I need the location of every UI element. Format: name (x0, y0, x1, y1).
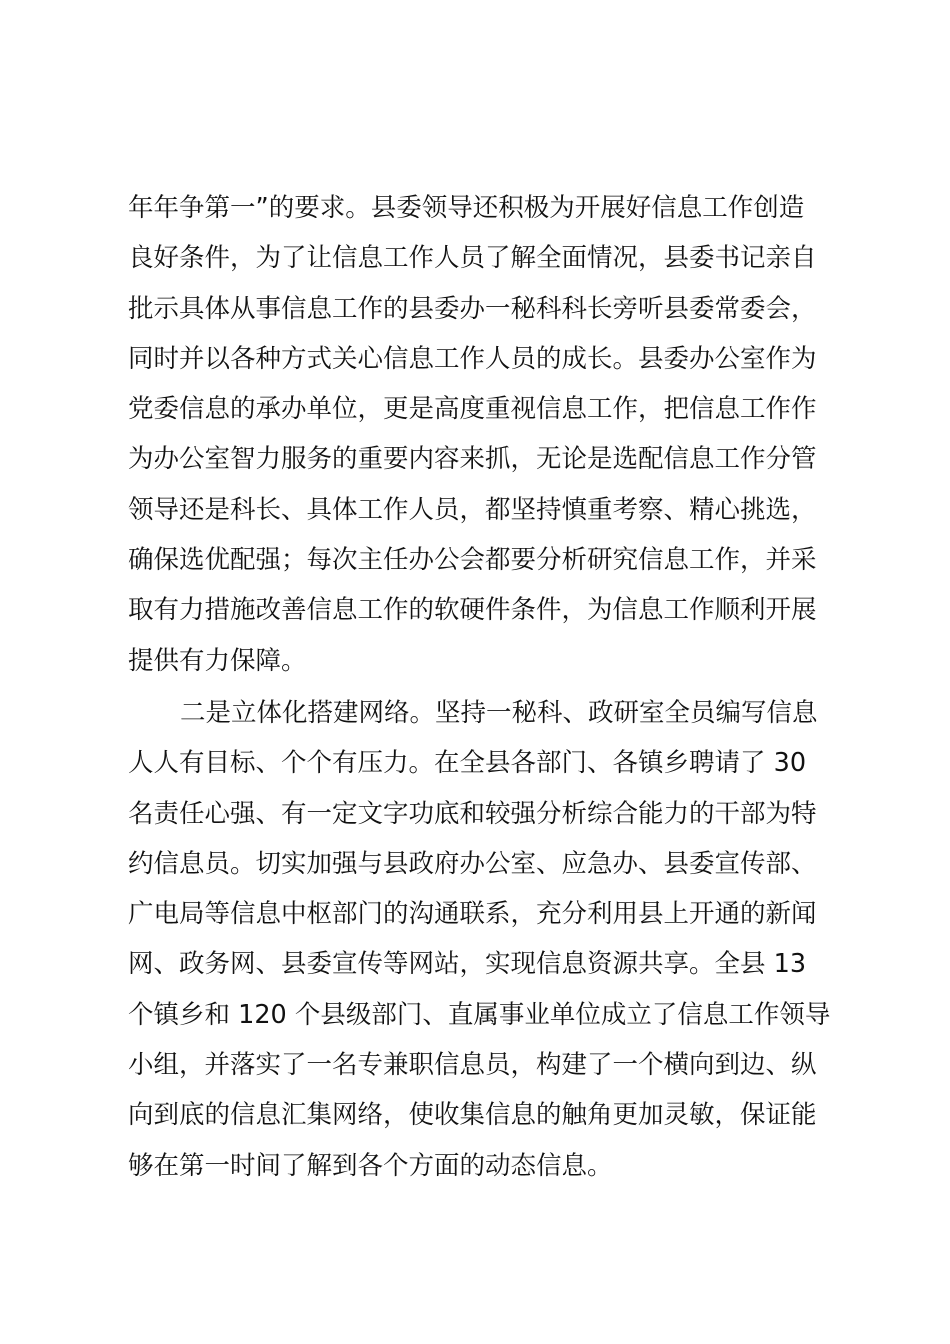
paragraph-2 (128, 688, 838, 1191)
text-line: 约信息员。切实加强与县政府办公室、应急办、县委宣传部、 (128, 848, 817, 879)
text-line: 为办公室智力服务的重要内容来抓，无论是选配信息工作分管 (128, 444, 817, 475)
text-line: 够在第一时间了解到各个方面的动态信息。 (128, 1150, 613, 1181)
text-line: 同时并以各种方式关心信息工作人员的成长。县委办公室作为 (128, 343, 817, 374)
text-line: 小组，并落实了一名专兼职信息员，构建了一个横向到边、纵 (128, 1050, 817, 1081)
text-line: 名责任心强、有一定文字功底和较强分析综合能力的干部为特 (128, 798, 817, 829)
text-line: 年年争第一”的要求。县委领导还积极为开展好信息工作创造 (128, 193, 805, 223)
paragraph-1 (128, 183, 838, 686)
text-line: 取有力措施改善信息工作的软硬件条件，为信息工作顺利开展 (128, 595, 817, 626)
text-line: 向到底的信息汇集网络，使收集信息的触角更加灵敏，保证能 (128, 1100, 817, 1131)
text-line: 人人有目标、个个有压力。在全县各部门、各镇乡聘请了 30 (128, 748, 807, 779)
document-body (128, 183, 838, 1191)
text-line: 领导还是科长、具体工作人员，都坚持慎重考察、精心挑选， (128, 494, 817, 525)
text-line: 党委信息的承办单位，更是高度重视信息工作，把信息工作作 (128, 394, 817, 425)
text-line: 网、政务网、县委宣传等网站，实现信息资源共享。全县 13 (128, 949, 807, 980)
text-line: 良好条件，为了让信息工作人员了解全面情况，县委书记亲自 (128, 243, 817, 274)
text-line: 个镇乡和 120 个县级部门、直属事业单位成立了信息工作领导 (128, 999, 831, 1030)
text-line: 提供有力保障。 (128, 645, 307, 676)
text-line-first: 二是立体化搭建网络。坚持一秘科、政研室全员编写信息 (180, 697, 818, 728)
text-line: 广电局等信息中枢部门的沟通联系，充分利用县上开通的新闻 (128, 899, 817, 930)
text-line: 批示具体从事信息工作的县委办一秘科科长旁听县委常委会， (128, 293, 817, 324)
text-line: 确保选优配强；每次主任办公会都要分析研究信息工作，并采 (128, 545, 817, 576)
